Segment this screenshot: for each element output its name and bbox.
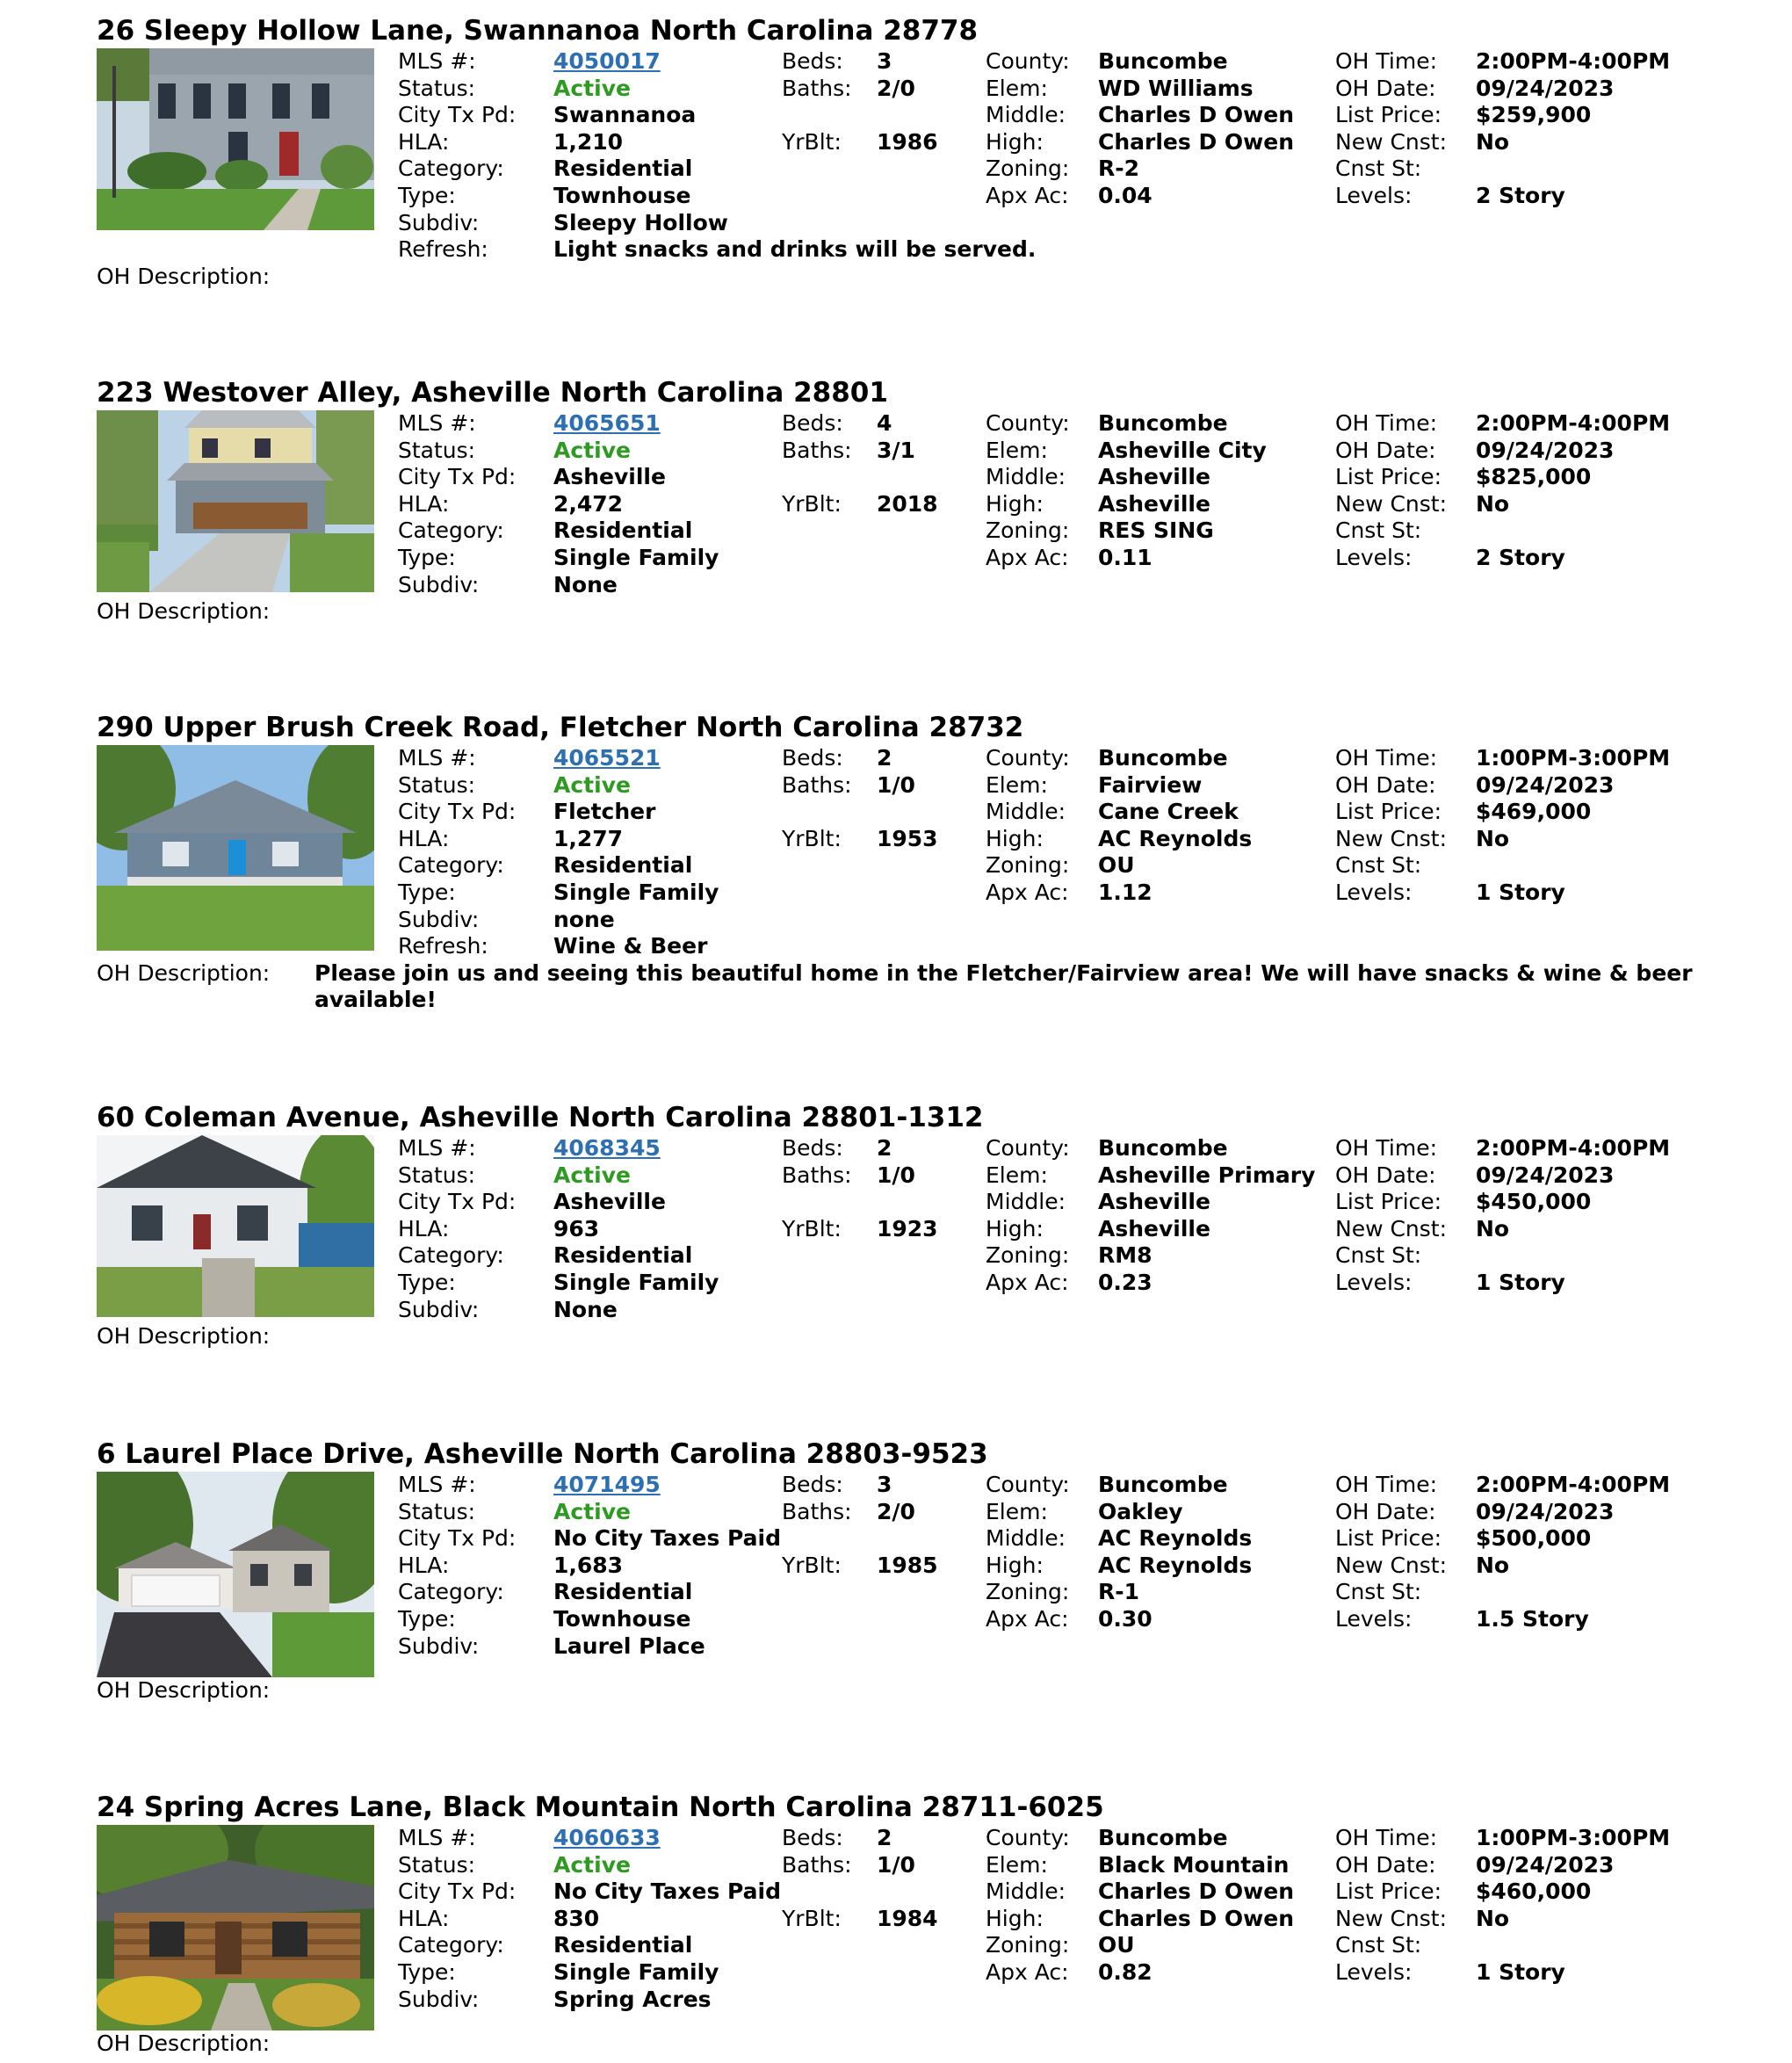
oh-date-value: 09/24/2023 — [1476, 1162, 1615, 1188]
high-value: AC Reynolds — [1098, 825, 1253, 851]
beds-value: 3 — [877, 48, 892, 74]
zoning-value: R-2 — [1098, 156, 1140, 182]
county-label: County: — [986, 1825, 1070, 1850]
listing-photo[interactable] — [97, 1825, 374, 2030]
new-cnst-label: New Cnst: — [1335, 1905, 1448, 1931]
mls-label: MLS #: — [398, 48, 476, 74]
oh-date-value: 09/24/2023 — [1476, 1851, 1615, 1878]
listing-photo[interactable] — [97, 1472, 374, 1677]
zoning-label: Zoning: — [986, 1242, 1070, 1269]
middle-label: Middle: — [986, 1878, 1066, 1905]
yrblt-value: 1953 — [877, 825, 938, 851]
listing-address: 26 Sleepy Hollow Lane, Swannanoa North Carolina 28778 — [97, 15, 979, 47]
list-price-label: List Price: — [1335, 799, 1442, 825]
oh-date-value: 09/24/2023 — [1476, 75, 1615, 101]
elem-label: Elem: — [986, 75, 1048, 101]
hla-value: 2,472 — [553, 490, 624, 517]
listing-address: 60 Coleman Avenue, Asheville North Carolina 28801-1312 — [97, 1102, 984, 1133]
elem-label: Elem: — [986, 1851, 1048, 1878]
baths-value: 3/1 — [877, 437, 915, 463]
elem-value: Oakley — [1098, 1498, 1183, 1524]
mls-number-link[interactable]: 4065651 — [553, 410, 661, 436]
subdiv-value: Spring Acres — [553, 1986, 712, 2012]
county-label: County: — [986, 1135, 1070, 1161]
oh-date-label: OH Date: — [1335, 75, 1436, 101]
oh-date-label: OH Date: — [1335, 1498, 1436, 1524]
baths-value: 2/0 — [877, 75, 915, 101]
category-value: Residential — [553, 518, 693, 544]
subdiv-label: Subdiv: — [398, 1632, 480, 1659]
oh-description-label: OH Description: — [97, 263, 271, 289]
levels-label: Levels: — [1335, 545, 1413, 570]
list-price-label: List Price: — [1335, 1878, 1442, 1905]
yrblt-label: YrBlt: — [782, 1215, 842, 1241]
house-photo — [97, 1472, 374, 1677]
new-cnst-value: No — [1476, 1552, 1510, 1578]
mls-label: MLS #: — [398, 1472, 476, 1497]
subdiv-value: Laurel Place — [553, 1632, 705, 1659]
zoning-value: OU — [1098, 1932, 1135, 1958]
status-label: Status: — [398, 75, 476, 101]
mls-number-link[interactable]: 4071495 — [553, 1472, 661, 1497]
high-label: High: — [986, 1552, 1044, 1578]
high-label: High: — [986, 1905, 1044, 1931]
refresh-label: Refresh: — [398, 236, 488, 263]
mls-number-link[interactable]: 4068345 — [553, 1135, 661, 1161]
yrblt-value: 1923 — [877, 1215, 938, 1241]
middle-value: AC Reynolds — [1098, 1525, 1253, 1552]
beds-label: Beds: — [782, 410, 843, 436]
yrblt-value: 2018 — [877, 490, 938, 517]
beds-value: 4 — [877, 410, 892, 436]
refresh-value: Wine & Beer — [553, 933, 708, 959]
hla-label: HLA: — [398, 1552, 450, 1578]
middle-label: Middle: — [986, 102, 1066, 128]
zoning-label: Zoning: — [986, 156, 1070, 182]
status-value: Active — [553, 1162, 631, 1188]
category-value: Residential — [553, 1242, 693, 1269]
list-price-value: $469,000 — [1476, 799, 1592, 825]
type-value: Townhouse — [553, 1606, 691, 1632]
new-cnst-label: New Cnst: — [1335, 1215, 1448, 1241]
cnst-st-label: Cnst St: — [1335, 1579, 1422, 1605]
status-value: Active — [553, 75, 631, 101]
list-price-value: $450,000 — [1476, 1189, 1592, 1215]
yrblt-label: YrBlt: — [782, 1905, 842, 1931]
middle-label: Middle: — [986, 464, 1066, 490]
baths-label: Baths: — [782, 1851, 852, 1878]
subdiv-label: Subdiv: — [398, 209, 480, 235]
county-value: Buncombe — [1098, 410, 1228, 436]
oh-description-label: OH Description: — [97, 1677, 271, 1703]
apx-ac-value: 0.11 — [1098, 545, 1153, 570]
list-price-label: List Price: — [1335, 1189, 1442, 1215]
levels-value: 1 Story — [1476, 1270, 1565, 1295]
type-value: Townhouse — [553, 183, 691, 208]
city-value: Asheville — [553, 1189, 666, 1215]
list-price-value: $500,000 — [1476, 1525, 1592, 1552]
beds-label: Beds: — [782, 1825, 843, 1850]
house-photo — [97, 745, 374, 951]
hla-value: 963 — [553, 1215, 600, 1241]
zoning-value: OU — [1098, 852, 1135, 879]
city-value: Swannanoa — [553, 102, 697, 128]
yrblt-value: 1985 — [877, 1552, 938, 1578]
refresh-value: Light snacks and drinks will be served. — [553, 236, 1037, 263]
mls-label: MLS #: — [398, 1825, 476, 1850]
list-price-label: List Price: — [1335, 464, 1442, 490]
category-value: Residential — [553, 1932, 693, 1958]
hla-value: 830 — [553, 1905, 600, 1931]
baths-label: Baths: — [782, 1498, 852, 1524]
oh-date-value: 09/24/2023 — [1476, 437, 1615, 463]
hla-label: HLA: — [398, 825, 450, 851]
zoning-value: RES SING — [1098, 518, 1214, 544]
elem-value: Asheville City — [1098, 437, 1267, 463]
status-value: Active — [553, 1851, 631, 1878]
city-label: City Tx Pd: — [398, 464, 517, 490]
new-cnst-label: New Cnst: — [1335, 128, 1448, 155]
apx-ac-value: 1.12 — [1098, 879, 1153, 905]
type-label: Type: — [398, 183, 456, 208]
category-label: Category: — [398, 1242, 504, 1269]
county-value: Buncombe — [1098, 1825, 1228, 1850]
oh-time-value: 1:00PM-3:00PM — [1476, 745, 1671, 771]
cnst-st-label: Cnst St: — [1335, 156, 1422, 182]
city-label: City Tx Pd: — [398, 799, 517, 825]
city-label: City Tx Pd: — [398, 102, 517, 128]
oh-date-value: 09/24/2023 — [1476, 771, 1615, 798]
listing-address: 24 Spring Acres Lane, Black Mountain North Carolina 28711-6025 — [97, 1792, 1104, 1823]
oh-time-label: OH Time: — [1335, 1472, 1438, 1497]
category-label: Category: — [398, 1932, 504, 1958]
apx-ac-label: Apx Ac: — [986, 1270, 1069, 1295]
city-value: No City Taxes Paid — [553, 1525, 782, 1552]
high-value: Asheville — [1098, 1215, 1210, 1241]
baths-value: 2/0 — [877, 1498, 915, 1524]
beds-label: Beds: — [782, 48, 843, 74]
baths-label: Baths: — [782, 1162, 852, 1188]
county-value: Buncombe — [1098, 745, 1228, 771]
oh-description-label: OH Description: — [97, 598, 271, 625]
yrblt-label: YrBlt: — [782, 490, 842, 517]
listing-photo[interactable] — [97, 410, 374, 592]
elem-label: Elem: — [986, 1162, 1048, 1188]
apx-ac-value: 0.23 — [1098, 1270, 1153, 1295]
status-label: Status: — [398, 1162, 476, 1188]
cnst-st-label: Cnst St: — [1335, 1242, 1422, 1269]
type-label: Type: — [398, 1606, 456, 1632]
hla-value: 1,210 — [553, 128, 624, 155]
high-value: Charles D Owen — [1098, 128, 1295, 155]
oh-time-label: OH Time: — [1335, 1135, 1438, 1161]
levels-label: Levels: — [1335, 1959, 1413, 1985]
hla-label: HLA: — [398, 1215, 450, 1241]
type-label: Type: — [398, 1959, 456, 1985]
list-price-label: List Price: — [1335, 1525, 1442, 1552]
oh-date-label: OH Date: — [1335, 1851, 1436, 1878]
apx-ac-label: Apx Ac: — [986, 879, 1069, 905]
middle-value: Cane Creek — [1098, 799, 1239, 825]
cnst-st-label: Cnst St: — [1335, 518, 1422, 544]
listing-photo[interactable] — [97, 745, 374, 951]
high-value: Charles D Owen — [1098, 1905, 1295, 1931]
oh-time-value: 1:00PM-3:00PM — [1476, 1825, 1671, 1850]
apx-ac-value: 0.82 — [1098, 1959, 1153, 1985]
townhouse-photo — [97, 48, 374, 230]
beds-value: 3 — [877, 1472, 892, 1497]
subdiv-label: Subdiv: — [398, 906, 480, 932]
beds-value: 2 — [877, 1825, 892, 1850]
middle-label: Middle: — [986, 1525, 1066, 1552]
new-cnst-label: New Cnst: — [1335, 825, 1448, 851]
oh-date-label: OH Date: — [1335, 771, 1436, 798]
levels-value: 1.5 Story — [1476, 1606, 1589, 1632]
oh-date-label: OH Date: — [1335, 437, 1436, 463]
elem-value: Black Mountain — [1098, 1851, 1290, 1878]
county-value: Buncombe — [1098, 1135, 1228, 1161]
category-label: Category: — [398, 852, 504, 879]
high-label: High: — [986, 128, 1044, 155]
elem-label: Elem: — [986, 1498, 1048, 1524]
levels-label: Levels: — [1335, 1606, 1413, 1632]
new-cnst-label: New Cnst: — [1335, 1552, 1448, 1578]
zoning-label: Zoning: — [986, 1932, 1070, 1958]
category-value: Residential — [553, 1579, 693, 1605]
levels-value: 2 Story — [1476, 183, 1565, 208]
middle-label: Middle: — [986, 799, 1066, 825]
oh-date-label: OH Date: — [1335, 1162, 1436, 1188]
baths-label: Baths: — [782, 75, 852, 101]
levels-value: 1 Story — [1476, 879, 1565, 905]
elem-value: Asheville Primary — [1098, 1162, 1316, 1188]
county-label: County: — [986, 410, 1070, 436]
new-cnst-value: No — [1476, 825, 1510, 851]
type-value: Single Family — [553, 1270, 719, 1295]
city-value: Asheville — [553, 464, 666, 490]
beds-value: 2 — [877, 745, 892, 771]
subdiv-value: None — [553, 571, 618, 597]
county-label: County: — [986, 48, 1070, 74]
hla-label: HLA: — [398, 1905, 450, 1931]
oh-time-value: 2:00PM-4:00PM — [1476, 410, 1671, 436]
city-label: City Tx Pd: — [398, 1189, 517, 1215]
subdiv-value: None — [553, 1296, 618, 1322]
mls-number-link[interactable]: 4050017 — [553, 48, 661, 74]
status-label: Status: — [398, 771, 476, 798]
high-label: High: — [986, 825, 1044, 851]
listing-photo[interactable] — [97, 48, 374, 230]
oh-time-value: 2:00PM-4:00PM — [1476, 48, 1671, 74]
list-price-value: $460,000 — [1476, 1878, 1592, 1905]
subdiv-value: Sleepy Hollow — [553, 209, 728, 235]
oh-date-value: 09/24/2023 — [1476, 1498, 1615, 1524]
middle-value: Asheville — [1098, 1189, 1210, 1215]
apx-ac-label: Apx Ac: — [986, 183, 1069, 208]
yrblt-value: 1984 — [877, 1905, 938, 1931]
oh-time-value: 2:00PM-4:00PM — [1476, 1472, 1671, 1497]
type-value: Single Family — [553, 1959, 719, 1985]
status-value: Active — [553, 771, 631, 798]
subdiv-value: none — [553, 906, 615, 932]
city-value: No City Taxes Paid — [553, 1878, 782, 1905]
house-photo — [97, 410, 374, 592]
mls-label: MLS #: — [398, 745, 476, 771]
list-price-label: List Price: — [1335, 102, 1442, 128]
category-value: Residential — [553, 852, 693, 879]
new-cnst-value: No — [1476, 490, 1510, 517]
cnst-st-label: Cnst St: — [1335, 852, 1422, 879]
zoning-label: Zoning: — [986, 518, 1070, 544]
status-label: Status: — [398, 1851, 476, 1878]
yrblt-label: YrBlt: — [782, 128, 842, 155]
zoning-value: RM8 — [1098, 1242, 1153, 1269]
oh-description-label: OH Description: — [97, 959, 271, 986]
listing-address: 290 Upper Brush Creek Road, Fletcher North Carolina 28732 — [97, 712, 1024, 743]
levels-value: 1 Story — [1476, 1959, 1565, 1985]
apx-ac-label: Apx Ac: — [986, 1959, 1069, 1985]
listing-address: 223 Westover Alley, Asheville North Carolina 28801 — [97, 377, 888, 409]
levels-label: Levels: — [1335, 1270, 1413, 1295]
elem-label: Elem: — [986, 771, 1048, 798]
oh-time-label: OH Time: — [1335, 410, 1438, 436]
oh-description-value: Please join us and seeing this beautiful home in the Fletcher/Fairview area! We will have snacks & wine & beer available! — [314, 959, 1693, 1013]
levels-label: Levels: — [1335, 879, 1413, 905]
baths-value: 1/0 — [877, 1162, 915, 1188]
status-value: Active — [553, 1498, 631, 1524]
category-label: Category: — [398, 518, 504, 544]
apx-ac-label: Apx Ac: — [986, 1606, 1069, 1632]
type-label: Type: — [398, 545, 456, 570]
mls-number-link[interactable]: 4060633 — [553, 1825, 661, 1850]
city-label: City Tx Pd: — [398, 1878, 517, 1905]
beds-label: Beds: — [782, 1135, 843, 1161]
new-cnst-label: New Cnst: — [1335, 490, 1448, 517]
high-value: Asheville — [1098, 490, 1210, 517]
category-value: Residential — [553, 156, 693, 182]
cabin-photo — [97, 1825, 374, 2030]
middle-label: Middle: — [986, 1189, 1066, 1215]
subdiv-label: Subdiv: — [398, 1986, 480, 2012]
apx-ac-label: Apx Ac: — [986, 545, 1069, 570]
high-label: High: — [986, 1215, 1044, 1241]
type-value: Single Family — [553, 879, 719, 905]
status-label: Status: — [398, 437, 476, 463]
middle-value: Charles D Owen — [1098, 1878, 1295, 1905]
zoning-label: Zoning: — [986, 852, 1070, 879]
yrblt-label: YrBlt: — [782, 1552, 842, 1578]
city-label: City Tx Pd: — [398, 1525, 517, 1552]
middle-value: Asheville — [1098, 464, 1210, 490]
baths-value: 1/0 — [877, 771, 915, 798]
beds-label: Beds: — [782, 1472, 843, 1497]
county-label: County: — [986, 745, 1070, 771]
type-label: Type: — [398, 879, 456, 905]
mls-label: MLS #: — [398, 410, 476, 436]
house-photo — [97, 1135, 374, 1317]
subdiv-label: Subdiv: — [398, 1296, 480, 1322]
yrblt-value: 1986 — [877, 128, 938, 155]
cnst-st-label: Cnst St: — [1335, 1932, 1422, 1958]
oh-description-label: OH Description: — [97, 2030, 271, 2056]
hla-value: 1,277 — [553, 825, 624, 851]
list-price-value: $825,000 — [1476, 464, 1592, 490]
status-value: Active — [553, 437, 631, 463]
apx-ac-value: 0.30 — [1098, 1606, 1153, 1632]
beds-value: 2 — [877, 1135, 892, 1161]
county-value: Buncombe — [1098, 48, 1228, 74]
listing-photo[interactable] — [97, 1135, 374, 1317]
subdiv-label: Subdiv: — [398, 571, 480, 597]
refresh-label: Refresh: — [398, 933, 488, 959]
oh-time-label: OH Time: — [1335, 745, 1438, 771]
oh-time-value: 2:00PM-4:00PM — [1476, 1135, 1671, 1161]
hla-value: 1,683 — [553, 1552, 624, 1578]
elem-value: WD Williams — [1098, 75, 1254, 101]
new-cnst-value: No — [1476, 1905, 1510, 1931]
county-label: County: — [986, 1472, 1070, 1497]
mls-number-link[interactable]: 4065521 — [553, 745, 661, 771]
city-value: Fletcher — [553, 799, 656, 825]
type-value: Single Family — [553, 545, 719, 570]
high-label: High: — [986, 490, 1044, 517]
zoning-label: Zoning: — [986, 1579, 1070, 1605]
hla-label: HLA: — [398, 490, 450, 517]
category-label: Category: — [398, 1579, 504, 1605]
middle-value: Charles D Owen — [1098, 102, 1295, 128]
baths-label: Baths: — [782, 771, 852, 798]
beds-label: Beds: — [782, 745, 843, 771]
list-price-value: $259,900 — [1476, 102, 1592, 128]
zoning-value: R-1 — [1098, 1579, 1140, 1605]
county-value: Buncombe — [1098, 1472, 1228, 1497]
high-value: AC Reynolds — [1098, 1552, 1253, 1578]
baths-value: 1/0 — [877, 1851, 915, 1878]
new-cnst-value: No — [1476, 128, 1510, 155]
mls-label: MLS #: — [398, 1135, 476, 1161]
levels-label: Levels: — [1335, 183, 1413, 208]
type-label: Type: — [398, 1270, 456, 1295]
elem-value: Fairview — [1098, 771, 1203, 798]
elem-label: Elem: — [986, 437, 1048, 463]
levels-value: 2 Story — [1476, 545, 1565, 570]
oh-time-label: OH Time: — [1335, 48, 1438, 74]
apx-ac-value: 0.04 — [1098, 183, 1153, 208]
yrblt-label: YrBlt: — [782, 825, 842, 851]
baths-label: Baths: — [782, 437, 852, 463]
listing-address: 6 Laurel Place Drive, Asheville North Carolina 28803-9523 — [97, 1438, 988, 1470]
hla-label: HLA: — [398, 128, 450, 155]
status-label: Status: — [398, 1498, 476, 1524]
category-label: Category: — [398, 156, 504, 182]
oh-time-label: OH Time: — [1335, 1825, 1438, 1850]
new-cnst-value: No — [1476, 1215, 1510, 1241]
oh-description-label: OH Description: — [97, 1323, 271, 1350]
